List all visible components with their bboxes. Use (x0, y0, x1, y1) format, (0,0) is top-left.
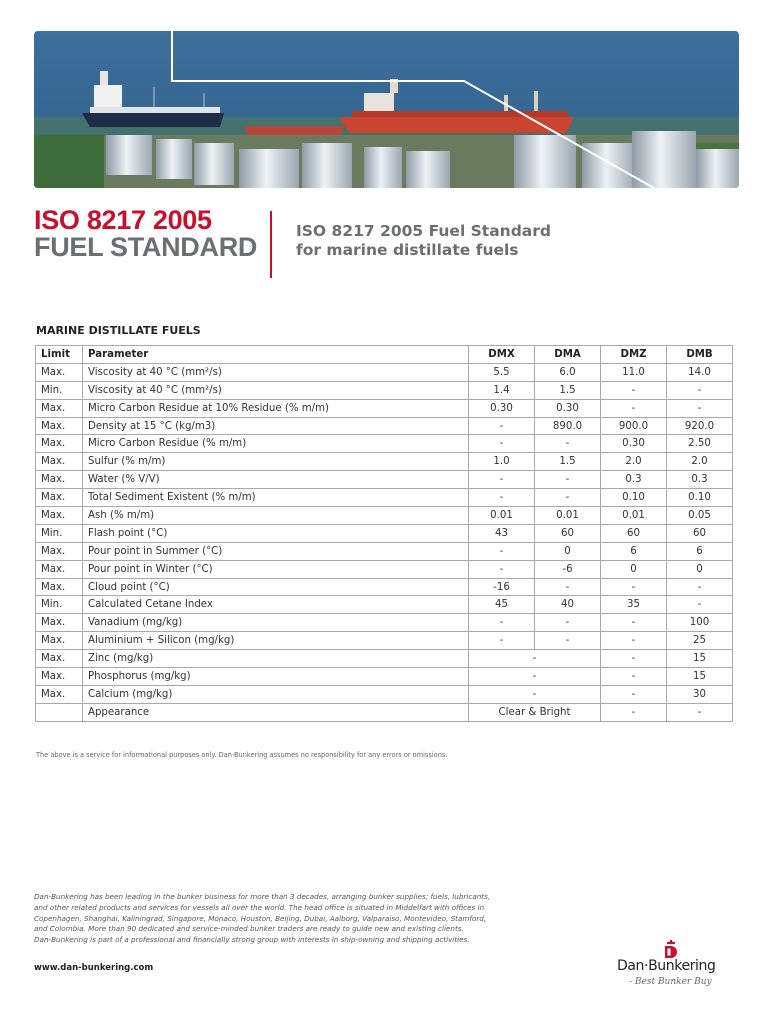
cell-dmx-dma: Clear & Bright (469, 703, 601, 721)
cell-parameter: Flash point (°C) (83, 524, 469, 542)
cell-dma: - (535, 489, 601, 507)
table-row (36, 435, 733, 453)
table-row (36, 668, 733, 686)
description-line: Copenhagen, Shanghai, Kaliningrad, Singapore, Monaco, Houston, Beijing, Dubai, Aalborg, Valparaiso, Montevideo, Stamford, (34, 913, 487, 923)
cell-parameter: Sulfur (% m/m) (83, 453, 469, 471)
disclaimer: The above is a service for informational purposes only. Dan-Bunkering assumes no responsibility for any errors or omissions. (36, 751, 448, 759)
logo-wordmark: Dan·Bunkering (617, 958, 716, 974)
cell-dmx: 0.30 (469, 399, 535, 417)
cell-parameter: Viscosity at 40 °C (mm²/s) (83, 363, 469, 381)
cell-parameter: Appearance (83, 703, 469, 721)
company-logo (617, 940, 727, 995)
cell-limit: Max. (36, 507, 83, 525)
cell-dmz: 60 (601, 524, 667, 542)
cell-dmx: - (469, 632, 535, 650)
cell-parameter: Viscosity at 40 °C (mm²/s) (83, 381, 469, 399)
cell-parameter: Micro Carbon Residue (% m/m) (83, 435, 469, 453)
cell-dmz: - (601, 578, 667, 596)
header-parameter: Parameter (83, 346, 469, 364)
title-divider (270, 211, 272, 278)
cell-limit: Max. (36, 417, 83, 435)
cell-limit (36, 703, 83, 721)
table-row (36, 650, 733, 668)
description-line: and Colombia. More than 90 dedicated and service-minded bunker traders are ready to guide new and existing clients. (34, 924, 464, 934)
cell-dmx: 5.5 (469, 363, 535, 381)
table-row (36, 542, 733, 560)
cell-dmz: 6 (601, 542, 667, 560)
cell-dma: 0 (535, 542, 601, 560)
table-row (36, 399, 733, 417)
cell-parameter: Micro Carbon Residue at 10% Residue (% m/m) (83, 399, 469, 417)
title-line-2: FUEL STANDARD (34, 232, 258, 262)
table-row (36, 560, 733, 578)
cell-dmz: 11.0 (601, 363, 667, 381)
cell-parameter: Total Sediment Existent (% m/m) (83, 489, 469, 507)
table-header-row (36, 346, 733, 364)
cell-dma: - (535, 614, 601, 632)
cell-limit: Max. (36, 453, 83, 471)
cell-dmx: 1.0 (469, 453, 535, 471)
cell-dmx: - (469, 560, 535, 578)
title-line-1: ISO 8217 2005 (34, 205, 212, 235)
cell-dmb: 920.0 (667, 417, 733, 435)
table-row (36, 507, 733, 525)
subtitle-line-2: for marine distillate fuels (296, 241, 519, 259)
cell-dma: 0.30 (535, 399, 601, 417)
cell-dmb: 60 (667, 524, 733, 542)
cell-limit: Max. (36, 489, 83, 507)
cell-parameter: Density at 15 °C (kg/m3) (83, 417, 469, 435)
fuel-spec-table (35, 345, 733, 722)
cell-dmx: - (469, 542, 535, 560)
cell-dmb: 100 (667, 614, 733, 632)
cell-parameter: Vanadium (mg/kg) (83, 614, 469, 632)
cell-dmb: 2.0 (667, 453, 733, 471)
cell-limit: Max. (36, 399, 83, 417)
cell-dmb: 0.3 (667, 471, 733, 489)
cell-dmz: - (601, 685, 667, 703)
cell-parameter: Aluminium + Silicon (mg/kg) (83, 632, 469, 650)
cell-dma: 890.0 (535, 417, 601, 435)
cell-dmb: - (667, 381, 733, 399)
table-row (36, 685, 733, 703)
cell-limit: Max. (36, 668, 83, 686)
table-row (36, 524, 733, 542)
cell-limit: Max. (36, 471, 83, 489)
cell-dmx-dma: - (469, 685, 601, 703)
cell-dmb: 30 (667, 685, 733, 703)
header-limit: Limit (36, 346, 83, 364)
table-row (36, 417, 733, 435)
cell-dma: - (535, 578, 601, 596)
cell-parameter: Cloud point (°C) (83, 578, 469, 596)
cell-dmz: - (601, 703, 667, 721)
cell-dmx: - (469, 471, 535, 489)
cell-dma: -6 (535, 560, 601, 578)
cell-dmx: - (469, 614, 535, 632)
table-row (36, 363, 733, 381)
header-dmx: DMX (469, 346, 535, 364)
cell-dmz: - (601, 632, 667, 650)
cell-dmb: 6 (667, 542, 733, 560)
cell-dma: - (535, 632, 601, 650)
cell-dmx-dma: - (469, 650, 601, 668)
cell-dmb: - (667, 596, 733, 614)
table-row (36, 471, 733, 489)
company-description (34, 892, 514, 946)
cell-dmb: 2.50 (667, 435, 733, 453)
cell-limit: Max. (36, 650, 83, 668)
description-line: Dan-Bunkering has been leading in the bunker business for more than 3 decades, arranging bunker supplies; fuels, lubricants, (34, 892, 491, 901)
cell-dmx: - (469, 435, 535, 453)
cell-parameter: Ash (% m/m) (83, 507, 469, 525)
header-dmb: DMB (667, 346, 733, 364)
cell-dmz: - (601, 650, 667, 668)
table-row (36, 578, 733, 596)
subtitle-line-1: ISO 8217 2005 Fuel Standard (296, 222, 552, 240)
cell-parameter: Zinc (mg/kg) (83, 650, 469, 668)
logo-slogan: - Best Bunker Buy (629, 977, 712, 987)
table-row (36, 489, 733, 507)
cell-parameter: Pour point in Winter (°C) (83, 560, 469, 578)
cell-limit: Max. (36, 435, 83, 453)
cell-parameter: Phosphorus (mg/kg) (83, 668, 469, 686)
cell-dmz: 0.30 (601, 435, 667, 453)
cell-dma: 1.5 (535, 453, 601, 471)
table-row (36, 632, 733, 650)
cell-dmx: 43 (469, 524, 535, 542)
cell-limit: Min. (36, 381, 83, 399)
cell-dma: - (535, 471, 601, 489)
table-row (36, 703, 733, 721)
cell-dmx: 1.4 (469, 381, 535, 399)
cell-limit: Max. (36, 685, 83, 703)
cell-dmb: 14.0 (667, 363, 733, 381)
cell-dma: 40 (535, 596, 601, 614)
cell-dmb: - (667, 703, 733, 721)
cell-dmz: 0.10 (601, 489, 667, 507)
cell-dmx: - (469, 417, 535, 435)
cell-dmx: -16 (469, 578, 535, 596)
cell-dmz: 0 (601, 560, 667, 578)
cell-dmz: - (601, 614, 667, 632)
cell-dmx: 45 (469, 596, 535, 614)
header-dmz: DMZ (601, 346, 667, 364)
cell-limit: Min. (36, 524, 83, 542)
cell-limit: Max. (36, 614, 83, 632)
cell-dmx: 0.01 (469, 507, 535, 525)
cell-dmb: 15 (667, 650, 733, 668)
table-row (36, 453, 733, 471)
cell-dmb: - (667, 578, 733, 596)
cell-dma: 0.01 (535, 507, 601, 525)
cell-dmz: - (601, 399, 667, 417)
document-title (34, 207, 257, 261)
cell-dmz: - (601, 668, 667, 686)
table-row (36, 596, 733, 614)
cell-dma: 1.5 (535, 381, 601, 399)
cell-dma: 6.0 (535, 363, 601, 381)
cell-dma: 60 (535, 524, 601, 542)
cell-dmz: 2.0 (601, 453, 667, 471)
cell-dmb: 0.10 (667, 489, 733, 507)
document-subtitle (296, 222, 551, 260)
cell-dmx: - (469, 489, 535, 507)
cell-dma: - (535, 435, 601, 453)
table-row (36, 381, 733, 399)
cell-dmb: - (667, 399, 733, 417)
cell-parameter: Pour point in Summer (°C) (83, 542, 469, 560)
cell-limit: Max. (36, 363, 83, 381)
description-line: Dan-Bunkering is part of a professional and financially strong group with interests in ship-owning and shipping activities. (34, 935, 470, 945)
hero-photo (34, 31, 739, 188)
description-line: and other related products and services for vessels all over the world. The head office is situated in Middelfart with offices in (34, 902, 485, 912)
cell-dmz: 0.01 (601, 507, 667, 525)
cell-dmx-dma: - (469, 668, 601, 686)
cell-parameter: Calcium (mg/kg) (83, 685, 469, 703)
cell-limit: Max. (36, 632, 83, 650)
website-link[interactable]: www.dan-bunkering.com (34, 963, 154, 973)
cell-dmb: 0.05 (667, 507, 733, 525)
cell-limit: Max. (36, 560, 83, 578)
cell-limit: Max. (36, 578, 83, 596)
cell-dmz: 0.3 (601, 471, 667, 489)
cell-limit: Min. (36, 596, 83, 614)
cell-dmz: 35 (601, 596, 667, 614)
cell-dmb: 15 (667, 668, 733, 686)
section-heading: MARINE DISTILLATE FUELS (36, 324, 201, 337)
cell-dmz: - (601, 381, 667, 399)
cell-limit: Max. (36, 542, 83, 560)
cell-parameter: Water (% V/V) (83, 471, 469, 489)
cell-parameter: Calculated Cetane Index (83, 596, 469, 614)
cell-dmz: 900.0 (601, 417, 667, 435)
table-row (36, 614, 733, 632)
header-dma: DMA (535, 346, 601, 364)
cell-dmb: 25 (667, 632, 733, 650)
cell-dmb: 0 (667, 560, 733, 578)
